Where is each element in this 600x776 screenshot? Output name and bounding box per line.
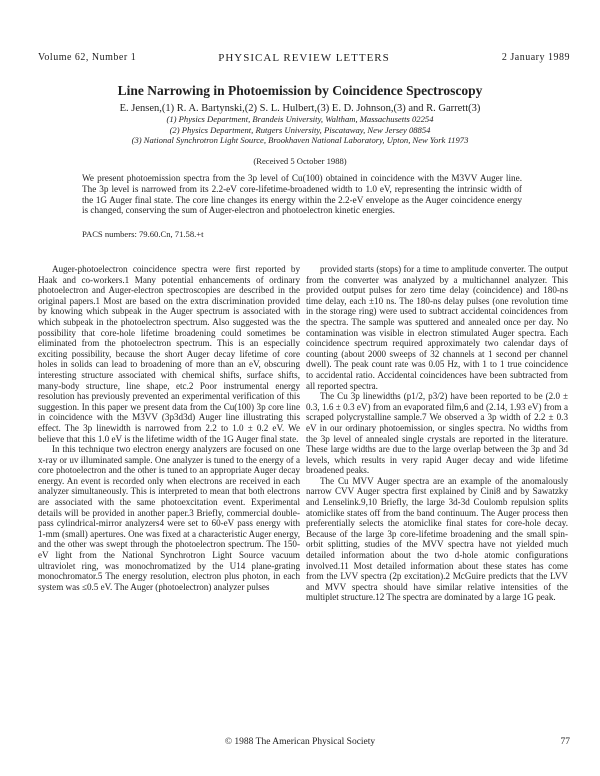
body-paragraph: Auger-photoelectron coincidence spectra were first reported by Haak and co-workers.1 Many potential enhancements of ordinary photoelectron and Auger-electron spectroscopies are described in the original papers.1 Most are based on the extra discrimination provided by knowing which subpeak in the Auger spectrum is associated with which subpeak in the photoelectron spectrum. Also suggested was the possibility that core-hole lifetime broadening could sometimes be eliminated from the photoelectron spectrum. This is an especially exciting possibility, because the short Auger decay lifetime of core holes in solids can lead to broadening of more than an eV, obscuring interesting structure associated with chemical shifts, surface shifts, many-body structure, line shape, etc.2 Poor instrumental energy resolution has previously prevented an experimental verification of this suggestion. In this paper we present data from the Cu(100) 3p core line in coincidence with the M3VV (3p3d3d) Auger line illustrating this effect. The 3p linewidth is narrowed from 2.2 to 1.0 ± 0.2 eV. We believe that this 1.0 eV is the lifetime width of the 1G Auger final state. <box>38 264 300 444</box>
pacs-numbers: PACS numbers: 79.60.Cn, 71.58.+t <box>82 229 204 239</box>
body-paragraph: In this technique two electron energy analyzers are focused on one x-ray or uv illuminated sample. One analyzer is tuned to the energy of a core photoelectron and the other is tuned to an appropriate Auger decay energy. An event is recorded only when electrons are received in each analyzer simultaneously. This is interpreted to mean that both electrons are associated with the same photoexcitation event. Experimental details will be provided in another paper.3 Briefly, commercial double-pass cylindrical-mirror analyzers4 were set to 60-eV pass energy with 1-mm (small) apertures. One was fixed at a characteristic Auger energy, and the other was swept through the photoelectron spectrum. The 150-eV light from the National Synchrotron Light Source vacuum ultraviolet ring, was monochromatized by the U14 plane-grating monochromator.5 The energy resolution, electron plus photon, in each system was ≤0.5 eV. The Auger (photoelectron) analyzer pulses <box>38 444 300 592</box>
left-column <box>38 264 300 592</box>
affiliations <box>0 114 600 146</box>
affiliation-3: (3) National Synchrotron Light Source, Brookhaven National Laboratory, Upton, New York 11973 <box>131 135 469 145</box>
body-paragraph: The Cu MVV Auger spectra are an example of the anomalously narrow CVV Auger spectra first explained by Cini8 and by Sawatzky and Lenselink.9,10 Briefly, the large 3d-3d Coulomb repulsion splits atomiclike states off from the band continuum. The Auger process then preferentially selects the atomiclike final states for core-hole decay. Because of the large 3p core-lifetime broadening and the small spin-orbit splitting, studies of the MVV spectra have not yielded much detailed information about the two d-hole atomic configurations involved.11 Most detailed information about these states has come from the LVV spectra (2p excitation).2 McGuire predicts that the LVV and MVV spectra should have similar relative intensities of the multiplet structure.12 The spectra are dominated by a large 1G peak. <box>306 475 568 603</box>
right-column <box>306 264 568 603</box>
body-paragraph: provided starts (stops) for a time to amplitude converter. The output from the converter was analyzed by a multichannel analyzer. This provided output pulses for zero time delay (coincidence) and 180-ns time delay, each ±10 ns. The 180-ns delay pulses (one revolution time in the storage ring) were used to subtract accidental coincidences from the spectra. The sample was sputtered and annealed once per day. No contamination was visible in electron stimulated Auger spectra. Each coincidence spectrum required approximately two calendar days of counting (about 2000 sweeps of 32 channels at 1 second per channel dwell). The peak count rate was 0.05 Hz, with 1 to 1 true coincidence to accidental ratio. Accidental coincidences have been subtracted from all reported spectra. <box>306 264 568 391</box>
paper-title: Line Narrowing in Photoemission by Coincidence Spectroscopy <box>117 83 483 98</box>
issue-date: 2 January 1989 <box>501 52 570 63</box>
journal-name: PHYSICAL REVIEW LETTERS <box>218 52 390 64</box>
page-number: 77 <box>560 737 570 747</box>
author-list: E. Jensen,(1) R. A. Bartynski,(2) S. L. Hulbert,(3) E. D. Johnson,(3) and R. Garrett(3) <box>119 103 481 114</box>
running-header <box>38 52 570 66</box>
abstract: We present photoemission spectra from the 3p level of Cu(100) obtained in coincidence with the M3VV Auger line. The 3p level is narrowed from its 2.2-eV core-lifetime-broadened width to 1.0 eV, representing the intrinsic width of the 1G Auger final state. The core line changes its energy within the 2.2-eV envelope as the Auger coincidence energy is changed, conserving the sum of Auger-electron and photoelectron kinetic energies. <box>82 173 522 216</box>
volume-label: Volume 62, Number 1 <box>38 52 137 63</box>
body-paragraph: The Cu 3p linewidths (p1/2, p3/2) have been reported to be (2.0 ± 0.3, 1.6 ± 0.3 eV) from an evaporated film,6 and (2.14, 1.93 eV) from a scraped polycrystalline sample.7 We observed a 3p width of 2.2 ± 0.3 eV in our ordinary photoemission, or singles spectra. No widths from the 3p level of annealed single crystals are reported in the literature. These large widths are due to the large overlap between the 3p and 3d levels, which results in very rapid Auger decay and wide lifetime broadened peaks. <box>306 391 568 476</box>
affiliation-2: (2) Physics Department, Rutgers University, Piscataway, New Jersey 08854 <box>169 124 431 135</box>
affiliation-1: (1) Physics Department, Brandeis University, Waltham, Massachusetts 02254 <box>166 114 434 124</box>
copyright-footer: © 1988 The American Physical Society <box>224 737 376 747</box>
received-date: (Received 5 October 1988) <box>253 156 347 166</box>
